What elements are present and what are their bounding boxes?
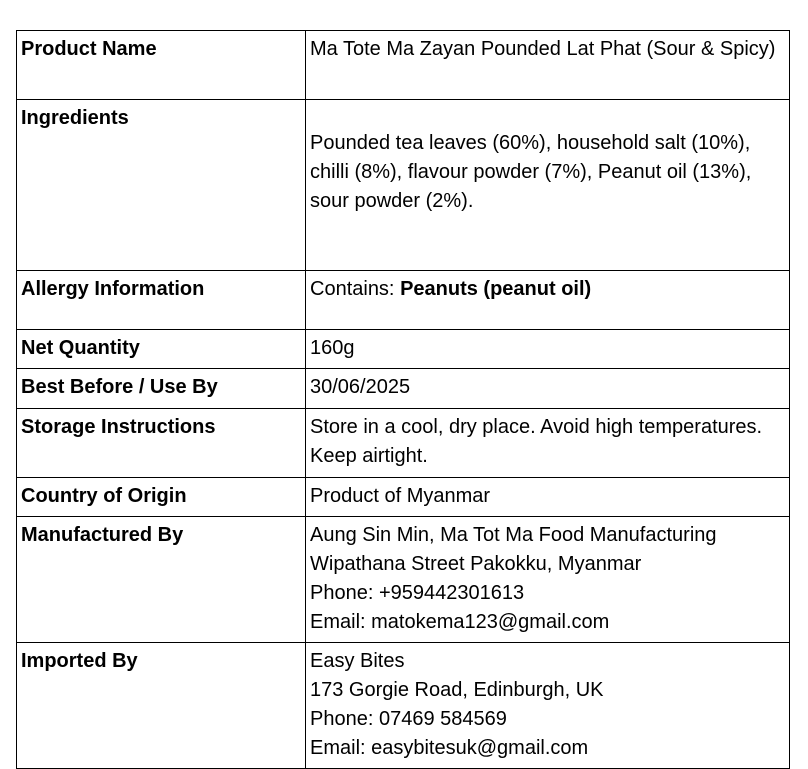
manufacturer-name-line: Aung Sin Min, Ma Tot Ma Food Manufacturing [310,524,717,546]
storage-value: Store in a cool, dry place. Avoid high temperatures. Keep airtight. [306,409,790,478]
importer-email-line: Email: easybitesuk@gmail.com [310,737,589,759]
row-ingredients [17,100,790,271]
manufacturer-value [306,517,790,643]
row-manufactured-by [17,517,790,643]
allergen-name: Peanuts (peanut oil) [400,278,592,300]
importer-name-line: Easy Bites [310,650,405,672]
storage-label: Storage Instructions [17,409,306,478]
product-name-value: Ma Tote Ma Zayan Pounded Lat Phat (Sour & Spicy) [306,31,790,100]
importer-address-line: 173 Gorgie Road, Edinburgh, UK [310,679,604,701]
net-quantity-label: Net Quantity [17,330,306,369]
best-before-value: 30/06/2025 [306,369,790,409]
row-net-quantity [17,330,790,369]
origin-value: Product of Myanmar [306,478,790,517]
product-info-table [16,30,790,769]
row-allergy-information [17,271,790,330]
allergy-value [306,271,790,330]
ingredients-label: Ingredients [17,100,306,271]
importer-label: Imported By [17,643,306,769]
manufacturer-phone-line: Phone: +959442301613 [310,582,525,604]
net-quantity-value: 160g [306,330,790,369]
allergy-label: Allergy Information [17,271,306,330]
row-best-before [17,369,790,409]
row-storage-instructions [17,409,790,478]
manufacturer-label: Manufactured By [17,517,306,643]
row-country-of-origin [17,478,790,517]
row-imported-by [17,643,790,769]
origin-label: Country of Origin [17,478,306,517]
manufacturer-address-line: Wipathana Street Pakokku, Myanmar [310,553,642,575]
best-before-label: Best Before / Use By [17,369,306,409]
importer-phone-line: Phone: 07469 584569 [310,708,507,730]
manufacturer-email-line: Email: matokema123@gmail.com [310,611,610,633]
product-name-label: Product Name [17,31,306,100]
row-product-name [17,31,790,100]
importer-value [306,643,790,769]
allergy-prefix: Contains: [310,278,401,300]
ingredients-value: Pounded tea leaves (60%), household salt (10%), chilli (8%), flavour powder (7%), Peanut oil (13%), sour powder (2%). [306,100,790,271]
